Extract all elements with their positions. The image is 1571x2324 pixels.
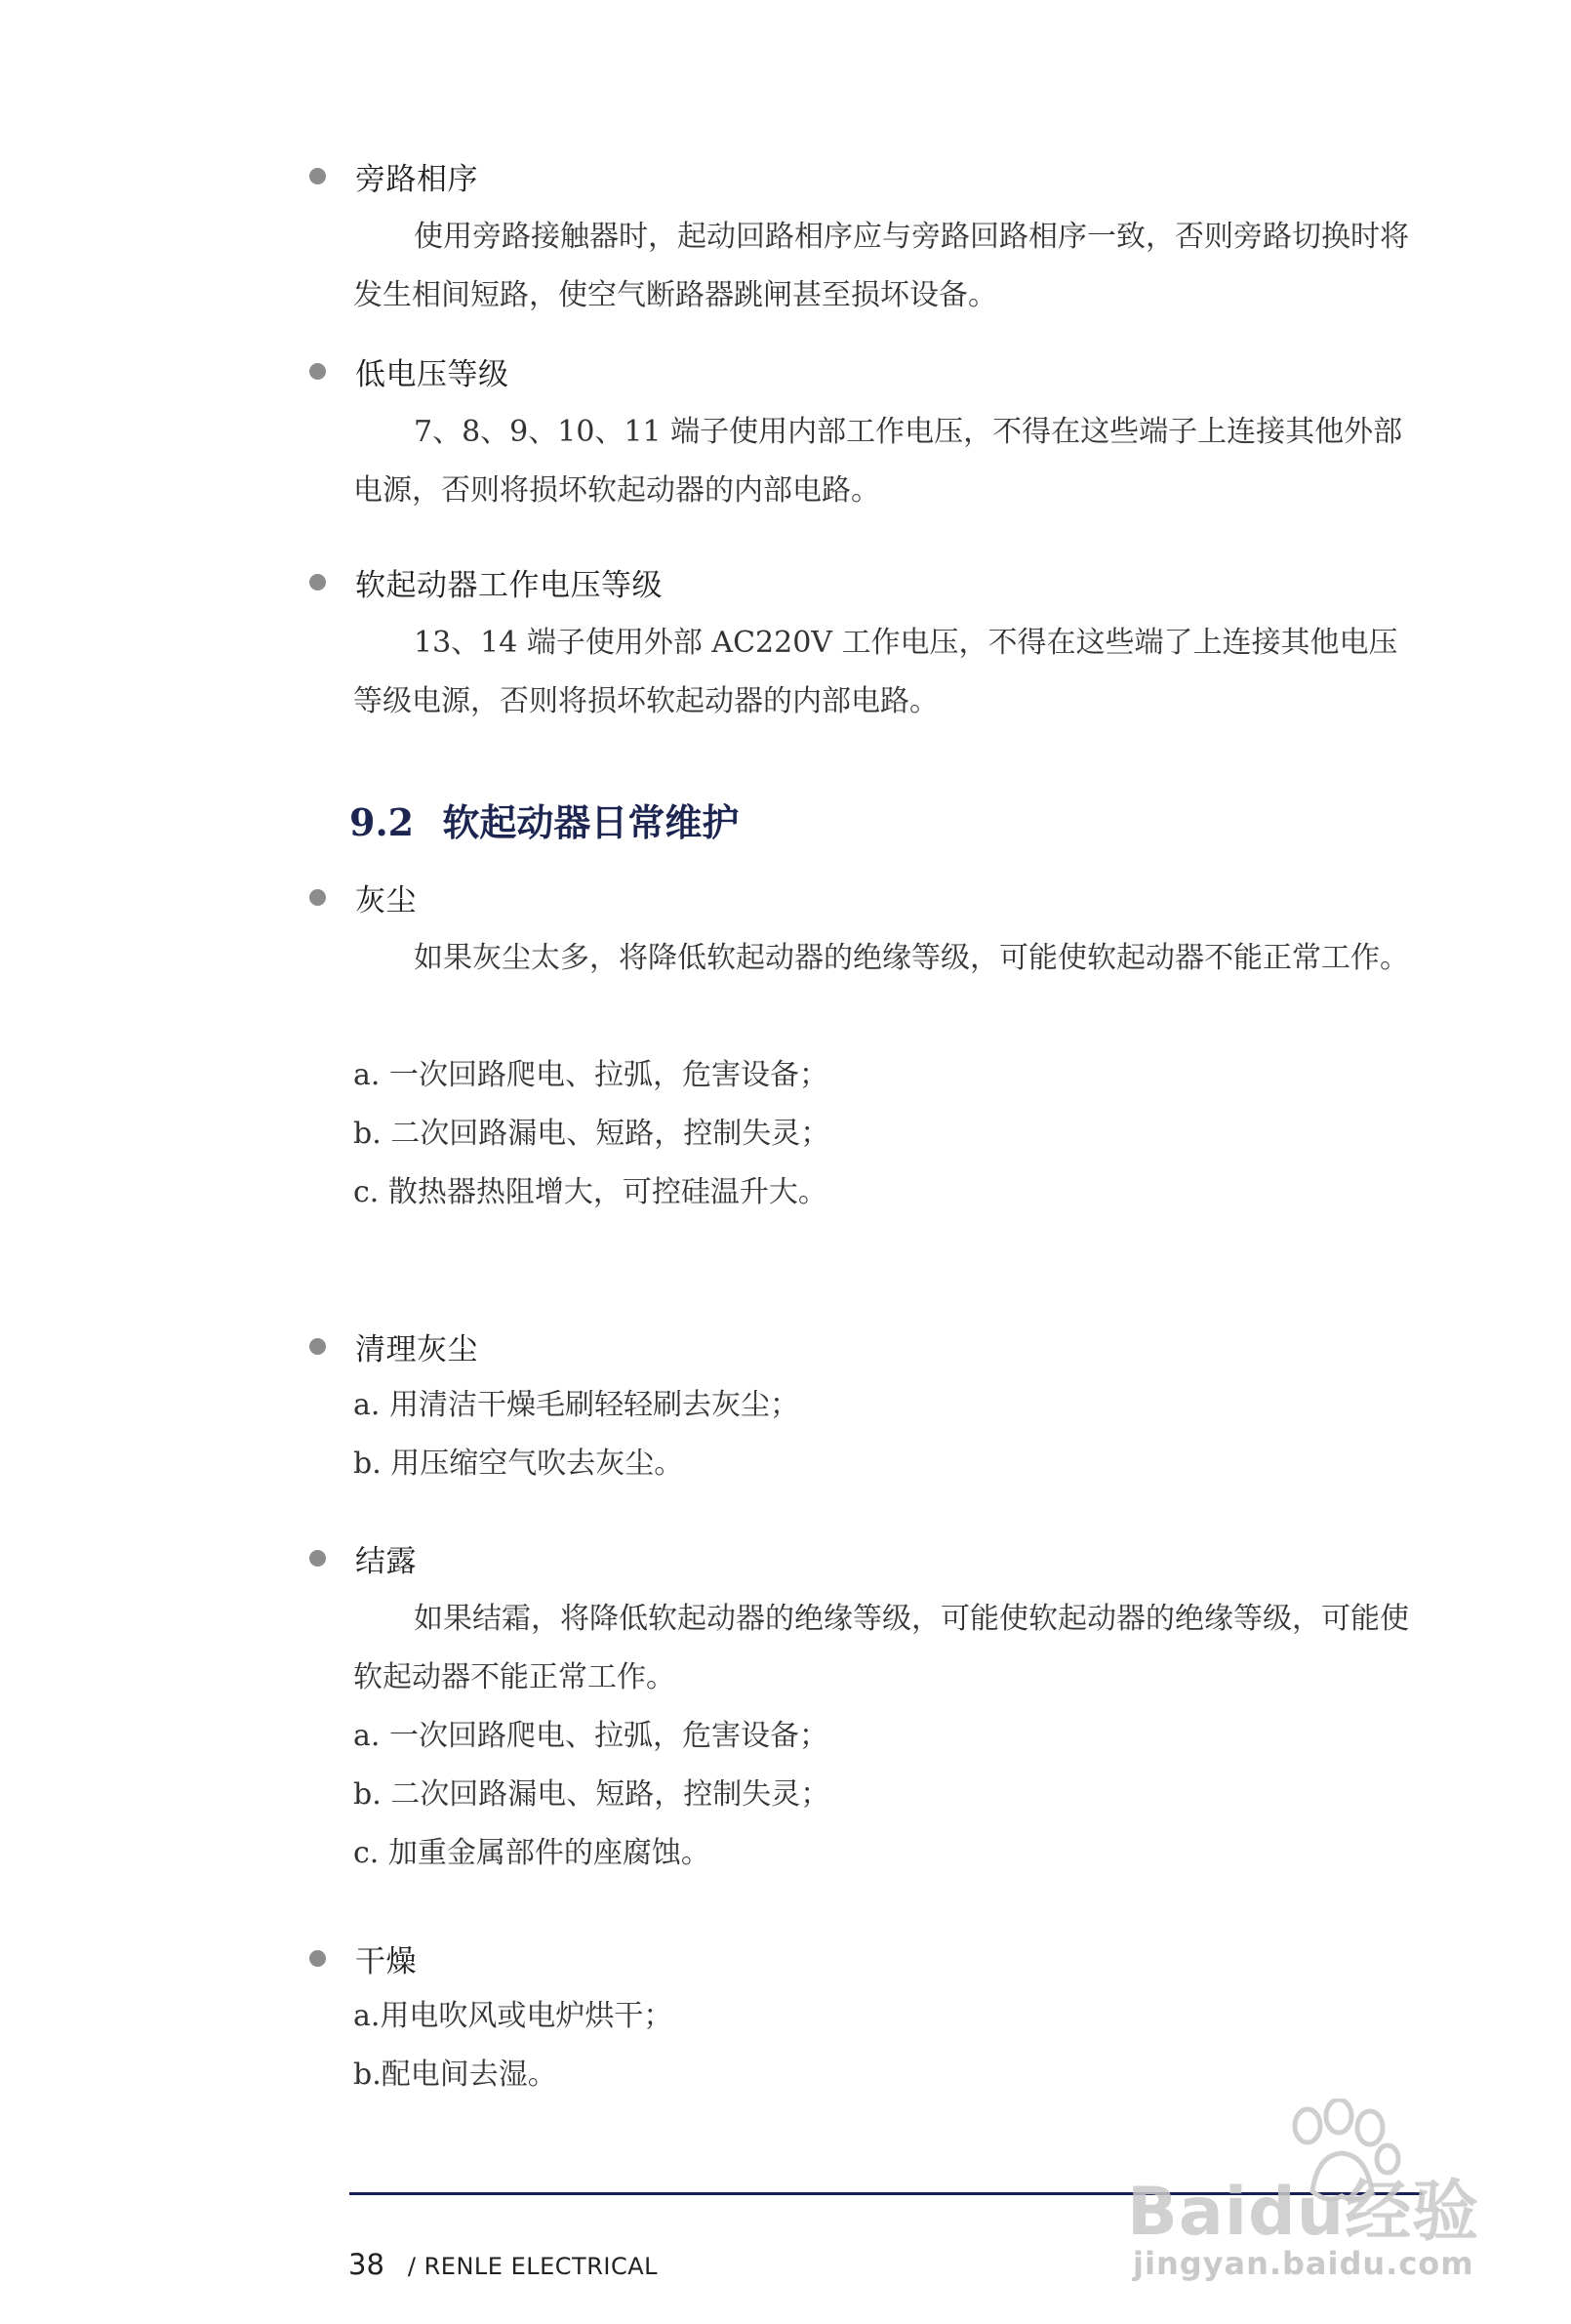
paragraph-condensation [353,1590,1420,1707]
bullet-dot-icon [309,363,326,380]
footer-brand: / RENLE ELECTRICAL [407,2253,658,2280]
watermark-url: jingyan.baidu.com [1133,2245,1474,2282]
paragraph-text: 如果灰尘太多，将降低软起动器的绝缘等级，可能使软起动器不能正常工作。 [414,941,1409,975]
heading-text: 灰尘 [355,882,417,918]
paragraph-text: 如果结霜，将降低软起动器的绝缘等级，可能使软起动器的绝缘等级，可能使软起动器不能正常工作。 [353,1602,1409,1694]
paragraph-text: 7、8、9、10、11 端子使用内部工作电压，不得在这些端子上连接其他外部电源，否则将损坏软起动器的内部电路。 [353,415,1403,508]
bullet-dot-icon [309,168,326,184]
paragraph-bypass [353,208,1420,325]
bullet-heading-bypass [309,150,478,201]
heading-text: 清理灰尘 [355,1331,478,1367]
section-number: 9.2 [349,800,415,844]
bullet-heading-clean [309,1321,478,1371]
list-item: b. 二次回路漏电、短路，控制失灵； [353,1117,830,1151]
bullet-heading-condensation [309,1532,417,1583]
bullet-heading-dust [309,872,417,922]
heading-text: 干燥 [355,1943,417,1979]
bullet-dot-icon [309,889,326,906]
list-item: b. 二次回路漏电、短路，控制失灵； [353,1777,830,1812]
bullet-heading-working-voltage [309,556,663,607]
bullet-dot-icon [309,574,326,591]
bullet-heading-low-voltage [309,346,509,396]
heading-text: 软起动器工作电压等级 [355,567,663,603]
heading-text: 旁路相序 [355,161,478,197]
paragraph-low-voltage [353,403,1420,520]
list-item: c. 加重金属部件的座腐蚀。 [353,1836,710,1870]
baidu-watermark [1117,2099,1508,2284]
bullet-dot-icon [309,1338,326,1355]
list-item: a. 一次回路爬电、拉弧，危害设备； [353,1058,828,1092]
bullet-heading-dry [309,1933,417,1983]
list-item: b. 用压缩空气吹去灰尘。 [353,1447,684,1481]
list-item: c. 散热器热阻增大，可控硅温升大。 [353,1175,827,1209]
heading-text: 结露 [355,1543,417,1579]
section-title-text: 软起动器日常维护 [442,801,740,844]
list-item: a.用电吹风或电炉烘干； [353,1999,673,2033]
paragraph-text: 使用旁路接触器时，起动回路相序应与旁路回路相序一致，否则旁路切换时将发生相间短路，使空气断路器跳闸甚至损坏设备。 [353,220,1409,312]
paragraph-text: 13、14 端子使用外部 AC220V 工作电压，不得在这些端了上连接其他电压等级电源，否则将损坏软起动器的内部电路。 [353,626,1398,718]
section-title [349,793,739,846]
list-item: b.配电间去湿。 [353,2058,557,2092]
footer [348,2248,658,2281]
watermark-logo-text: Baidu经验 [1127,2174,1480,2251]
page-number: 38 [348,2248,384,2281]
heading-text: 低电压等级 [355,356,509,392]
paragraph-dust [353,929,1420,988]
list-item: a. 一次回路爬电、拉弧，危害设备； [353,1719,828,1753]
bullet-dot-icon [309,1950,326,1967]
paragraph-working-voltage [353,614,1420,731]
bullet-dot-icon [309,1550,326,1567]
list-item: a. 用清洁干燥毛刷轻轻刷去灰尘； [353,1388,799,1422]
